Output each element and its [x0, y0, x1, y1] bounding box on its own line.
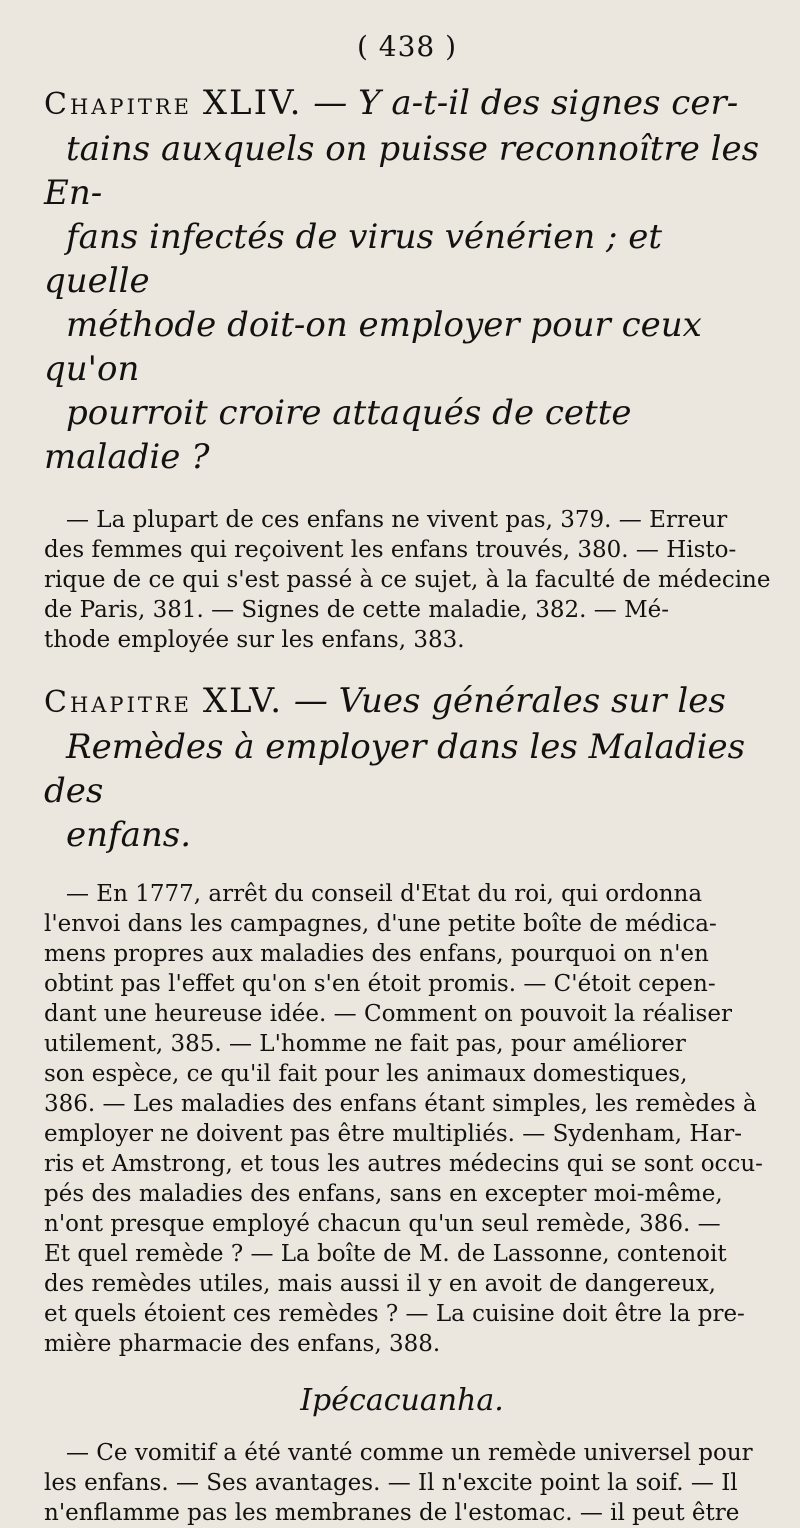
summary-line: thode employée sur les enfans, 383. [44, 627, 465, 653]
chapter-title-line: tains auxquels on puisse reconnoître les En- [44, 129, 760, 213]
summary-line: — En 1777, arrêt du conseil d'Etat du roi, qui ordonna [66, 881, 703, 907]
chapter-44-summary [44, 505, 771, 655]
summary-line: mens propres aux maladies des enfans, pourquoi on n'en [44, 941, 709, 967]
chapter-title-line: Remèdes à employer dans les Maladies des [44, 727, 746, 811]
summary-line: utilement, 385. — L'homme ne fait pas, pour améliorer [44, 1031, 686, 1057]
summary-line: l'envoi dans les campagnes, d'une petite boîte de médica- [44, 911, 717, 937]
summary-line: — Ce vomitif a été vanté comme un remède universel pour [66, 1440, 753, 1466]
chapter-title-line: méthode doit-on employer pour ceux qu'on [44, 305, 702, 389]
summary-line: n'enflamme pas les membranes de l'estomac. — il peut être [44, 1500, 740, 1526]
summary-line: des remèdes utiles, mais aussi il y en avoit de dangereux, [44, 1271, 716, 1297]
summary-line: Et quel remède ? — La boîte de M. de Lassonne, contenoit [44, 1241, 727, 1267]
summary-line: — La plupart de ces enfans ne vivent pas, 379. — Erreur [66, 507, 728, 533]
summary-line: pés des maladies des enfans, sans en excepter moi-même, [44, 1181, 723, 1207]
section-heading-ipecacuanha: Ipécacuanha. [300, 1383, 504, 1418]
summary-line: et quels étoient ces remèdes ? — La cuisine doit être la pre- [44, 1301, 745, 1327]
ipecacuanha-summary [44, 1438, 760, 1528]
summary-line: ris et Amstrong, et tous les autres médecins qui se sont occu- [44, 1151, 763, 1177]
summary-line: son espèce, ce qu'il fait pour les animaux domestiques, [44, 1061, 688, 1087]
chapter-45-title [44, 679, 760, 857]
chapter-44-title [44, 81, 760, 479]
chapter-numeral: XLV. [202, 681, 283, 721]
summary-line: 386. — Les maladies des enfans étant simples, les remèdes à [44, 1091, 757, 1117]
summary-line: mière pharmacie des enfans, 388. [44, 1331, 441, 1357]
chapter-label: Chapitre [44, 685, 193, 720]
page-number: ( 438 ) [356, 30, 458, 63]
summary-line: de Paris, 381. — Signes de cette maladie, 382. — Mé- [44, 597, 669, 623]
chapter-title-line: — Vues générales sur les [293, 681, 726, 721]
chapter-title-line: enfans. [66, 815, 192, 855]
chapter-45-summary [44, 879, 763, 1359]
summary-line: obtint pas l'effet qu'on s'en étoit promis. — C'étoit cepen- [44, 971, 716, 997]
summary-line: n'ont presque employé chacun qu'un seul remède, 386. — [44, 1211, 721, 1237]
chapter-title-line: — Y a-t-il des signes cer- [313, 83, 739, 123]
summary-line: employer ne doivent pas être multipliés. — Sydenham, Har- [44, 1121, 742, 1147]
chapter-label: Chapitre [44, 87, 193, 122]
summary-line: dant une heureuse idée. — Comment on pouvoit la réaliser [44, 1001, 732, 1027]
chapter-title-line: fans infectés de virus vénérien ; et quelle [44, 217, 663, 301]
summary-line: des femmes qui reçoivent les enfans trouvés, 380. — Histo- [44, 537, 737, 563]
summary-line: les enfans. — Ses avantages. — Il n'excite point la soif. — Il [44, 1470, 738, 1496]
chapter-numeral: XLIV. [202, 83, 303, 123]
summary-line: rique de ce qui s'est passé à ce sujet, à la faculté de médecine [44, 567, 771, 593]
chapter-title-line: pourroit croire attaqués de cette maladie ? [44, 393, 632, 477]
